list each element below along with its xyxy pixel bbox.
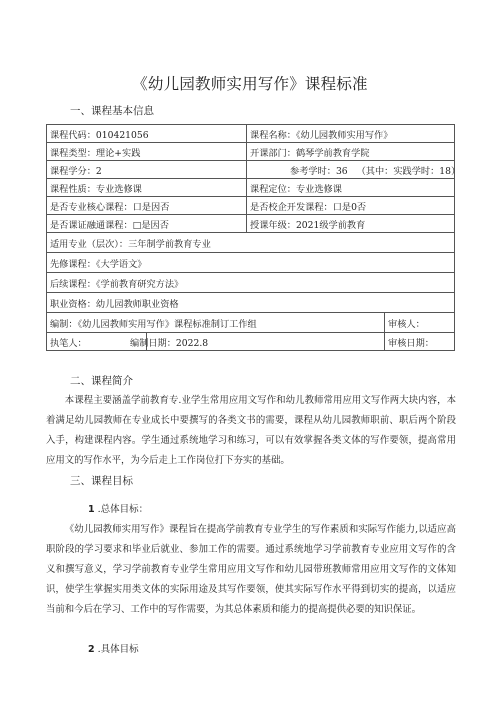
intro-paragraph: 本课程主要涵盖学前教育专.业学生常用应用文写作和幼儿教师常用应用文写作两大块内容，本着满足幼儿园教师在专业成长中要撰写的各类文书的需要，课程从幼儿园教师职前、职后两个阶段入手，构建课程内容。学生通过系统地学习和练习，可以有效掌握各类文体的写作要领，提高常用应用文的写作水平，为今后走上工作岗位打下夯实的基础。 (46, 395, 456, 466)
table-row (47, 215, 455, 233)
writer-cell: 执笔人： (47, 333, 147, 351)
compiler-cell: 编制：《幼儿园教师实用写作》课程标准制订工作组 (47, 313, 385, 333)
objective-overall-heading (88, 501, 148, 515)
course-type-cell: 课程类型：理论+实践 (47, 143, 247, 161)
nature-cell: 课程性质：专业选修课 (47, 179, 247, 197)
compile-date-text: 编制日期：2022.8 (130, 337, 209, 349)
table-row (47, 313, 455, 333)
hours-text: 参考学时：36 (290, 165, 348, 177)
document-title: 《幼儿园教师实用写作》课程标准 (132, 75, 368, 93)
objective-specific-label: .具体目标 (97, 644, 139, 655)
table-row (47, 253, 455, 273)
course-info-table (46, 124, 461, 351)
reviewer-cell: 审核人： (385, 313, 455, 333)
objective-specific-number: 2 (88, 644, 95, 655)
follow-up-cell: 后续课程：《学前教育研究方法》 (47, 273, 455, 293)
positioning-cell: 课程定位：专业选修课 (247, 179, 455, 197)
table-row (47, 161, 455, 179)
review-date-cell: 审核日期： (385, 333, 455, 351)
section-heading-objectives: 三、课程目标 (70, 475, 133, 487)
objective-overall-paragraph: 《幼儿园教师实用写作》课程旨在提高学前教育专业学生的写作素质和实际写作能力,以适应高职阶段的学习要求和毕业后就业、参加工作的需要。通过系统地学习学前教育专业应用文写作的含义和撰写意义，学习学前教育专业学生常用应用文写作和幼儿园带班教师常用应用文写作的文体知识，使学生掌握实用类文体的实际用途及其写作要领，使其实际写作水平得到切实的提高，以适应当前和今后在学习、工作中的写作需要，为其总体素质和能力的提高提供必要的知识保证。 (46, 524, 456, 615)
section-heading-basic-info: 一、课程基本信息 (70, 105, 154, 117)
objective-specific-heading (88, 641, 139, 655)
table-row (47, 273, 455, 293)
table-row (47, 179, 455, 197)
practice-hours-text: （其中：实践学时：18） (356, 165, 461, 177)
course-name-cell: 课程名称：《幼儿园教师实用写作》 (247, 125, 455, 143)
table-row (47, 125, 455, 143)
objective-overall-label: .总体目标： (97, 504, 149, 515)
credits-cell: 课程学分：2 (47, 161, 247, 179)
table-row (47, 197, 455, 215)
objective-overall-number: 1 (88, 504, 95, 515)
compile-date-cell (130, 333, 385, 351)
table-row (47, 143, 455, 161)
department-cell: 开课部门：鹤琴学前教育学院 (247, 143, 455, 161)
table-row (47, 233, 455, 253)
hours-cell (247, 161, 461, 179)
table-row (47, 293, 455, 313)
course-code-cell: 课程代码：010421056 (47, 125, 247, 143)
qualification-cell: 职业资格：幼儿园教师职业资格 (47, 293, 455, 313)
prerequisite-cell: 先修课程：《大学语文》 (47, 253, 455, 273)
table-row (47, 333, 455, 351)
grade-cell: 授课年级：2021级学前教育 (247, 215, 455, 233)
core-course-cell: 是否专业核心课程：口是因否 (47, 197, 247, 215)
integration-cell: 是否课证融通课程：□是因否 (47, 215, 247, 233)
section-heading-intro: 二、课程简介 (70, 375, 133, 387)
majors-cell: 适用专业（层次）：三年制学前教育专业 (47, 233, 455, 253)
school-enterprise-cell: 是否校企开发课程：口是0否 (247, 197, 455, 215)
